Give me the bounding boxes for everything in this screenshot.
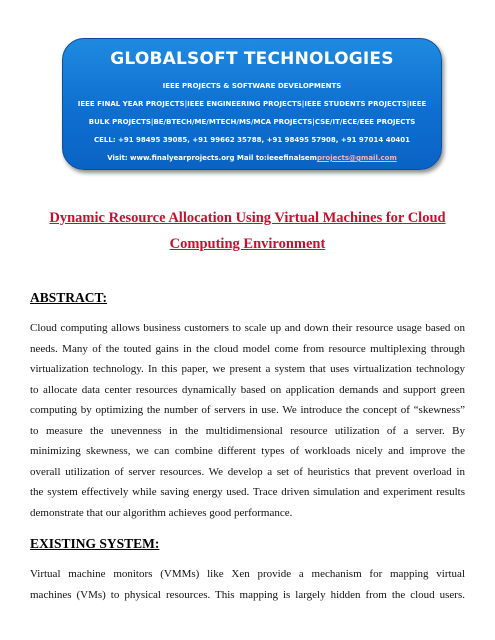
abstract-line: computing by optimizing the number of servers in use. We introduce the concept of “skewness”: [30, 404, 465, 416]
abstract-line: to measure the unevenness in the multidimensional resource utilization of a server. By: [30, 424, 465, 437]
existing-system-paragraph: [30, 566, 465, 607]
visit-text: Visit: www.finalyearprojects.org Mail to:ieeefinalsem: [107, 154, 317, 162]
abstract-line: overall utilization of server resources. We develop a set of heuristics that prevent overload in: [30, 465, 465, 478]
abstract-paragraph: [30, 320, 465, 525]
banner-visit-line: [63, 154, 441, 162]
existing-system-line: Virtual machine monitors (VMMs) like Xen provide a mechanism for mapping virtual: [30, 568, 465, 580]
abstract-line: to allocate data center resources dynamically based on application demands and support green: [30, 383, 465, 396]
abstract-line: the system effectively while saving energy used. Trace driven simulation and experiment results: [30, 486, 465, 498]
abstract-heading: ABSTRACT:: [30, 290, 108, 305]
banner-projects-line: IEEE FINAL YEAR PROJECTS|IEEE ENGINEERING PROJECTS|IEEE STUDENTS PROJECTS|IEEE: [77, 100, 427, 108]
existing-system-heading: EXISTING SYSTEM:: [30, 536, 160, 551]
existing-system-line: machines (VMs) to physical resources. This mapping is largely hidden from the cloud users.: [30, 588, 465, 601]
banner-tagline: IEEE PROJECTS & SOFTWARE DEVELOPMENTS: [162, 82, 342, 90]
abstract-line: needs. Many of the touted gains in the cloud model come from resource multiplexing through: [30, 342, 465, 355]
document-title-line-2: Computing Environment: [169, 236, 326, 252]
abstract-line: virtualization technology. In this paper, we present a system that uses virtualization technology: [30, 363, 465, 375]
abstract-line: demonstrate that our algorithm achieves good performance.: [30, 506, 293, 519]
email-link[interactable]: projects@gmail.com: [316, 154, 397, 162]
document-title-line-1: Dynamic Resource Allocation Using Virtual Machines for Cloud: [49, 210, 446, 226]
banner-bulk-line: BULK PROJECTS|BE/BTECH/ME/MTECH/MS/MCA PROJECTS|CSE/IT/ECE/EEE PROJECTS: [88, 118, 416, 126]
company-banner: [62, 38, 442, 170]
abstract-line: minimizing skewness, we can combine different types of workloads nicely and improve the: [30, 445, 465, 457]
banner-cell-line: CELL: +91 98495 39085, +91 99662 35788, +91 98495 57908, +91 97014 40401: [93, 136, 411, 144]
company-name: GLOBALSOFT TECHNOLOGIES: [110, 49, 394, 69]
abstract-line: Cloud computing allows business customers to scale up and down their resource usage based on: [30, 322, 465, 334]
